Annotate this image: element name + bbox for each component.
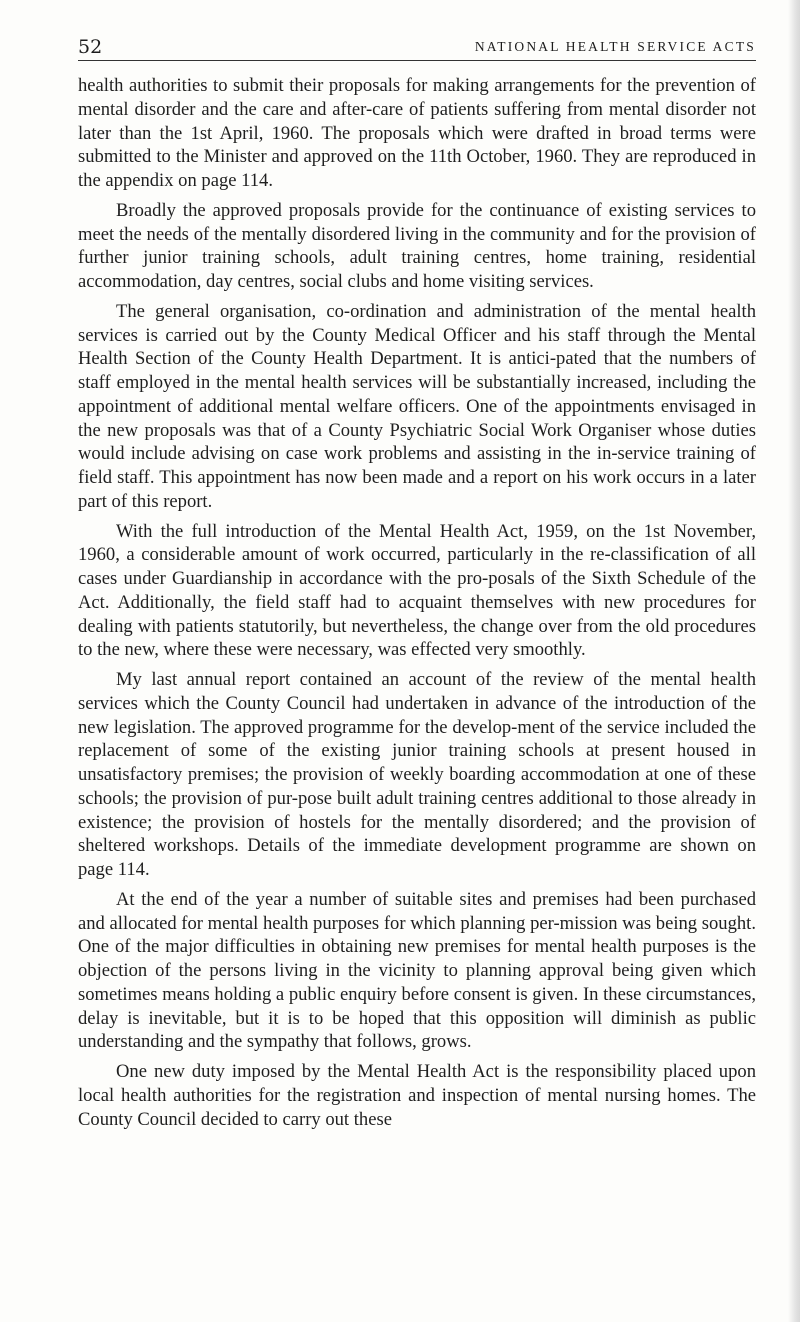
paragraph-1: health authorities to submit their proposals for making arrangements for the prevention of mental disorder and the care and after-care of patients suffering from mental disorder not later than the 1st April, 1960. The proposals which were drafted in broad terms were submitted to the Minister and approved on the 11th October, 1960. They are reproduced in the appendix on page 114. (78, 75, 756, 191)
paragraph-6: At the end of the year a number of suitable sites and premises had been purchased and allocated for mental health purposes for which planning per-mission was being sought. One of the major difficulties in obtaining new premises for mental health purposes is the objection of the persons living in the vicinity to planning approval being given which sometimes means holding a public enquiry before consent is given. In these circumstances, delay is inevitable, but it is to be hoped that this opposition will diminish as public understanding and the sympathy that follows, grows. (78, 888, 756, 1053)
paragraph-5: My last annual report contained an account of the review of the mental health services which the County Council had undertaken in advance of the introduction of the new legislation. The approved programme for the develop-ment of the service included the replacement of some of the existing junior training schools at present housed in unsatisfactory premises; the provision of weekly boarding accommodation at one of these schools; the provision of pur-pose built adult training centres additional to those already in existence; the provision of hostels for the mentally disordered; and the provision of sheltered workshops. Details of the immediate development programme are shown on page 114. (78, 669, 756, 880)
body-text (78, 74, 756, 1137)
paragraph-2: Broadly the approved proposals provide for the continuance of existing services to meet the needs of the mentally disordered living in the community and for the provision of further junior training schools, adult training centres, home training, residential accommodation, day centres, social clubs and home visiting services. (78, 199, 756, 292)
page-edge-shadow (788, 0, 800, 1322)
page-number: 52 (78, 36, 103, 58)
running-head: NATIONAL HEALTH SERVICE ACTS (474, 39, 756, 54)
paragraph-4: With the full introduction of the Mental Health Act, 1959, on the 1st November, 1960, a considerable amount of work occurred, particularly in the re-classification of all cases under Guardianship in accordance with the pro-posals of the Sixth Schedule of the Act. Additionally, the field staff had to acquaint themselves with new procedures for dealing with patients statutorily, but nevertheless, the change over from the old procedures to the new, where these were necessary, was effected very smoothly. (78, 520, 756, 661)
paragraph-3: The general organisation, co-ordination and administration of the mental health services is carried out by the County Medical Officer and his staff through the Mental Health Section of the County Health Department. It is antici-pated that the numbers of staff employed in the mental health services will be substantially increased, including the appointment of additional mental welfare officers. One of the appointments envisaged in the new proposals was that of a County Psychiatric Social Work Organiser whose duties would include advising on case work problems and assisting in the in-service training of field staff. This appointment has now been made and a report on his work occurs in a later part of this report. (78, 300, 756, 512)
page-header (78, 34, 756, 61)
paragraph-7: One new duty imposed by the Mental Health Act is the responsibility placed upon local health authorities for the registration and inspection of mental nursing homes. The County Council decided to carry out these (78, 1061, 756, 1130)
